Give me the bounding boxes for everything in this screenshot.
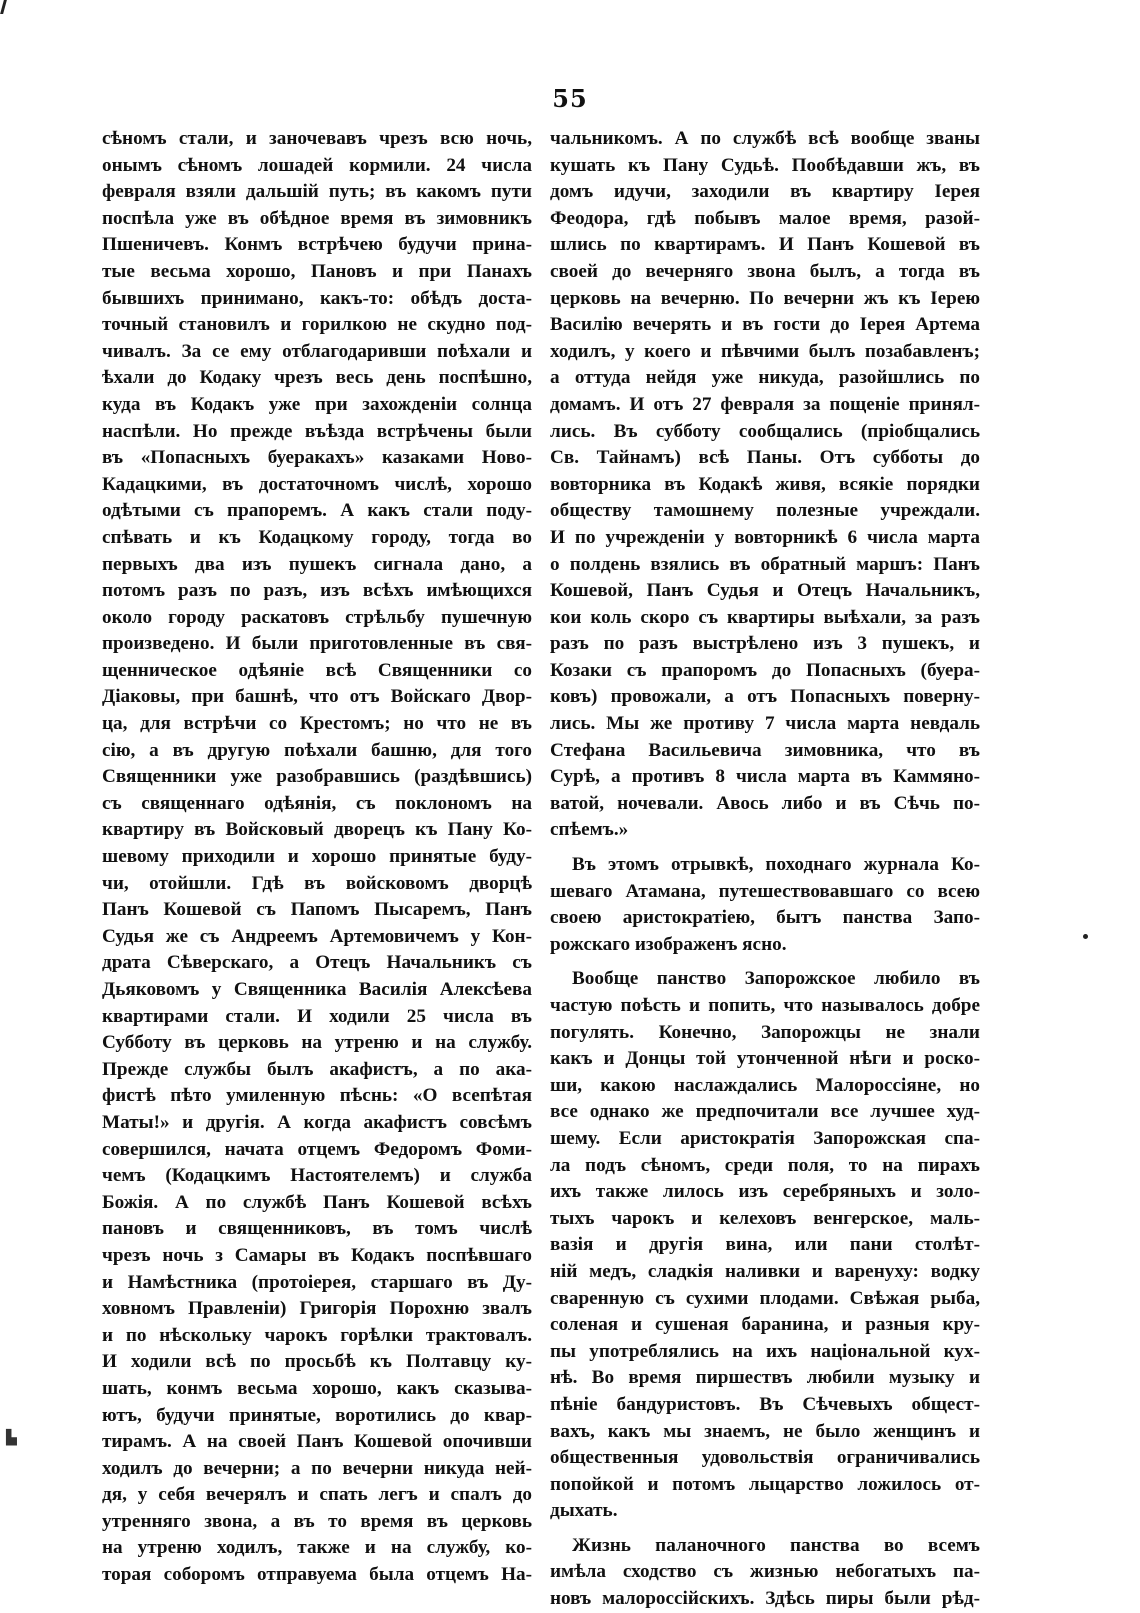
text-line: совершился, начата отцемъ Федоромъ Фоми- xyxy=(102,1138,532,1160)
text-line: ѣхали до Кодаку чрезъ весь день поспѣшно, xyxy=(102,367,532,389)
text-line: вазія и другія вина, или пани столѣт- xyxy=(550,1234,980,1256)
text-line: кои коль скоро съ квартиры выѣхали, за разъ xyxy=(550,606,980,628)
bottom-scan-mark: ▙ xyxy=(6,1430,17,1446)
text-line: Василію вечерять и въ гости до Іерея Артема xyxy=(550,314,980,336)
text-line: февраля взяли дальшій путь; въ какомъ пути xyxy=(102,181,532,203)
text-line: квартиру въ Войсковый дворецъ къ Пану Ко- xyxy=(102,819,532,841)
text-line: Священники уже разобравшись (раздѣвшись) xyxy=(102,766,532,788)
text-line: чемъ (Кодацкимъ Настоятелемъ) и служба xyxy=(102,1165,532,1187)
text-line: ца, для встрѣчи со Крестомъ; но что не въ xyxy=(102,713,532,735)
text-line: Вообще панство Запорожское любило въ xyxy=(572,968,980,990)
text-line: ковъ) провожали, а отъ Попасныхъ поверну- xyxy=(550,686,980,708)
text-line: Въ этомъ отрывкѣ, походнаго журнала Ко- xyxy=(572,854,980,876)
text-line: а оттуда нейдя уже никуда, разойшлись по xyxy=(550,367,980,389)
page-number: 55 xyxy=(552,84,588,113)
text-line: наспѣли. Но прежде въѣзда встрѣчены были xyxy=(102,420,532,442)
text-line: какъ и Донцы той утонченной нѣги и роско- xyxy=(550,1048,980,1070)
text-line: бывшихъ принимано, какъ-то: обѣдъ доста- xyxy=(102,287,532,309)
text-line: тые весьма хорошо, Пановъ и при Панахъ xyxy=(102,260,532,282)
text-line: около городу раскатовъ стрѣльбу пушечную xyxy=(102,606,532,628)
text-line: съ священнаго одѣянія, съ поклономъ на xyxy=(102,792,532,814)
text-line: своей до вечерняго звона былъ, а тогда въ xyxy=(550,260,980,282)
text-line: спѣемъ.» xyxy=(550,819,629,841)
text-line: ходилъ до вечерни; а по вечерни никуда ней- xyxy=(102,1457,532,1479)
text-line: ватой, ночевали. Авось либо и въ Сѣчь по- xyxy=(550,792,980,814)
text-line: И по учрежденіи у вовторникѣ 6 числа марта xyxy=(550,526,980,548)
text-line: Феодора, гдѣ побывъ малое время, разой- xyxy=(550,207,980,229)
text-line: соленая и сушеная баранина, и разныя кру- xyxy=(550,1314,980,1336)
text-line: произведено. И были приготовленные въ свя- xyxy=(102,633,532,655)
text-line: кушать къ Пану Судьѣ. Пообѣдавши жъ, въ xyxy=(550,154,980,176)
text-line: Св. Тайнамъ) всѣ Паны. Отъ субботы до xyxy=(550,447,980,469)
text-line: Маты!» и другія. А когда акафистъ совсѣмъ xyxy=(102,1111,532,1133)
text-line: шеваго Атамана, путешествовавшаго со всею xyxy=(550,880,980,902)
text-line: вахъ, какъ мы знаемъ, не было женщинъ и xyxy=(550,1420,980,1442)
text-line: сѣномъ стали, и заночевавъ чрезъ всю ночь, xyxy=(102,128,532,149)
text-line: пѣніе бандуристовъ. Въ Сѣчевыхъ общест- xyxy=(550,1393,980,1415)
text-line: Панъ Кошевой съ Папомъ Пысаремъ, Панъ xyxy=(102,899,532,921)
text-line: тыхъ чарокъ и келеховъ венгерское, маль- xyxy=(550,1207,980,1229)
text-line: Кошевой, Панъ Судья и Отецъ Начальникъ, xyxy=(550,580,980,602)
text-line: нѣ. Во время пиршествъ любили музыку и xyxy=(550,1367,980,1389)
margin-stroke-mark xyxy=(0,0,7,14)
text-line: чальникомъ. А по службѣ всѣ вообще званы xyxy=(550,128,980,149)
text-line: Субботу въ церковь на утреню и на службу. xyxy=(102,1032,532,1054)
text-line: Кадацкими, въ достаточномъ числѣ, хорошо xyxy=(102,473,532,495)
text-line: шать, конмъ весьма хорошо, какъ сказыва- xyxy=(102,1377,532,1399)
text-line: дя, у себя вечерялъ и спать легъ и спалъ до xyxy=(102,1484,532,1506)
text-line: Дьяковомъ у Священника Василія Алексѣева xyxy=(102,979,532,1000)
text-line: Козаки съ прапоромъ до Попасныхъ (буера- xyxy=(550,659,980,681)
text-line: въ «Попасныхъ буеракахъ» казаками Ново- xyxy=(102,447,532,469)
text-line: пановъ и священниковъ, въ томъ числѣ xyxy=(102,1218,532,1240)
text-line: все однако же предпочитали все лучшее худ- xyxy=(550,1101,980,1123)
text-line: ши, какою наслаждались Малороссіяне, но xyxy=(550,1074,980,1096)
text-line: погулять. Конечно, Запорожцы не знали xyxy=(550,1021,980,1043)
text-line: Пшеничевъ. Конмъ встрѣчею будучи прина- xyxy=(102,234,532,256)
text-line: тирамъ. А на своей Панъ Кошевой опочивши xyxy=(102,1431,532,1453)
text-line: поспѣла уже въ обѣдное время въ зимовникъ xyxy=(102,207,532,229)
text-line: домъ идучи, заходили въ квартиру Іерея xyxy=(550,181,980,203)
text-line: Стефана Васильевича зимовника, что въ xyxy=(550,739,980,761)
text-line: чрезъ ночь з Самары въ Кодакъ поспѣвшаго xyxy=(102,1244,532,1266)
text-line: дыхать. xyxy=(550,1500,618,1522)
text-line: новъ малороссійскихъ. Здѣсь пиры были рѣд- xyxy=(550,1588,980,1610)
paragraph-gap xyxy=(550,958,980,966)
text-line: ихъ также лилось изъ серебряныхъ и золо- xyxy=(550,1181,980,1203)
text-line: Прежде службы былъ акафистъ, а по ака- xyxy=(102,1058,532,1080)
paragraph-gap xyxy=(550,844,980,852)
text-line: попойкой и потомъ лыцарство ложилось от- xyxy=(550,1473,980,1495)
text-line: щенническое одѣяніе всѣ Священники со xyxy=(102,659,532,681)
text-line: рожскаго изображенъ ясно. xyxy=(550,933,787,955)
text-line: ховномъ Правленіи) Григорія Порохню звалъ xyxy=(102,1298,532,1320)
text-line: спѣвать и къ Кодацкому городу, тогда во xyxy=(102,526,532,548)
text-line: фистѣ пѣто умиленную пѣснь: «О всепѣтая xyxy=(102,1085,532,1107)
text-line: Божія. А по службѣ Панъ Кошевой всѣхъ xyxy=(102,1191,532,1213)
text-line: Сурѣ, а противъ 8 числа марта въ Каммяно- xyxy=(550,766,980,788)
text-line: общественныя удовольствія ограничивались xyxy=(550,1447,980,1469)
text-line: потомъ разъ по разъ, изъ всѣхъ имѣющихся xyxy=(102,580,532,602)
text-line: и Намѣстника (протоіерея, старшаго въ Ду- xyxy=(102,1271,532,1293)
text-line: своею аристократіею, бытъ панства Запо- xyxy=(550,907,980,929)
text-line: лись. Въ субботу сообщались (пріобщались xyxy=(550,420,980,442)
text-line: церковь на вечерню. По вечерни жъ къ Іерею xyxy=(550,287,980,309)
text-line: куда въ Кодакъ уже при захожденіи солнца xyxy=(102,393,532,415)
text-line: онымъ сѣномъ лошадей кормили. 24 числа xyxy=(102,154,532,176)
text-line: И ходили всѣ по просьбѣ къ Полтавцу ку- xyxy=(102,1351,532,1373)
text-line: точный становилъ и горилкою не скудно под- xyxy=(102,314,532,336)
text-line: ній медъ, сладкія наливки и варенуху: водку xyxy=(550,1260,980,1282)
text-line: ла подъ сѣномъ, среди поля, то на пирахъ xyxy=(550,1154,980,1176)
text-line: шлись по квартирамъ. И Панъ Кошевой въ xyxy=(550,234,980,256)
text-line: домамъ. И отъ 27 февраля за пощеніе принял- xyxy=(550,393,980,415)
text-line: частую поѣсть и попить, что называлось добре xyxy=(550,995,980,1016)
text-line: ютъ, будучи принятые, воротились до квар- xyxy=(102,1404,532,1426)
text-line: сваренную съ сухими плодами. Свѣжая рыба, xyxy=(550,1287,980,1309)
text-line: о полдень взялись въ обратный маршъ: Панъ xyxy=(550,553,980,575)
text-line: квартирами стали. И ходили 25 числа въ xyxy=(102,1005,532,1027)
left-column xyxy=(102,126,532,1589)
text-line: чивалъ. За се ему отблагодаривши поѣхали и xyxy=(102,340,532,362)
text-line: Жизнь паланочного панства во всемъ xyxy=(572,1534,980,1556)
text-line: первыхъ два изъ пушекъ сигнала дано, а xyxy=(102,553,532,575)
text-line: разъ по разъ выстрѣлено изъ 3 пушекъ, и xyxy=(550,633,980,655)
text-line: одѣтыми съ прапоремъ. А какъ стали поду- xyxy=(102,500,532,522)
text-line: обществу тамошнему полезные учреждали. xyxy=(550,500,980,522)
text-line: шевому приходили и хорошо принятые буду- xyxy=(102,846,532,868)
text-line: имѣла сходство съ жизнью небогатыхъ па- xyxy=(550,1561,980,1583)
ink-dot-mark xyxy=(1083,934,1088,939)
right-column xyxy=(550,126,980,1613)
text-line: пы употреблялись на ихъ національной кух- xyxy=(550,1340,980,1362)
text-line: лись. Мы же противу 7 числа марта невдаль xyxy=(550,713,980,735)
text-line: на утреню ходилъ, также и на службу, ко- xyxy=(102,1537,532,1559)
text-line: вовторника въ Кодакѣ живя, всякіе порядки xyxy=(550,473,980,495)
text-line: шему. Если аристократія Запорожская спа- xyxy=(550,1127,980,1149)
text-line: и по нѣскольку чарокъ горѣлки трактовалъ. xyxy=(102,1324,532,1346)
text-line: чи, отойшли. Гдѣ въ войсковомъ дворцѣ xyxy=(102,872,532,894)
text-line: сію, а въ другую поѣхали башню, для того xyxy=(102,739,532,761)
text-line: ходилъ, у коего и пѣвчими былъ позабавленъ; xyxy=(550,340,980,362)
paragraph-gap xyxy=(550,1525,980,1533)
text-line: торая соборомъ отправуема была отцемъ На- xyxy=(102,1564,532,1586)
text-line: Судья же съ Андреемъ Артемовичемъ у Кон- xyxy=(102,925,532,947)
text-line: Діаковы, при башнѣ, что отъ Войскаго Двор- xyxy=(102,686,532,708)
text-line: драта Сѣверскаго, а Отецъ Начальникъ съ xyxy=(102,952,532,974)
text-line: утренняго звона, а въ то время въ церковь xyxy=(102,1510,532,1532)
